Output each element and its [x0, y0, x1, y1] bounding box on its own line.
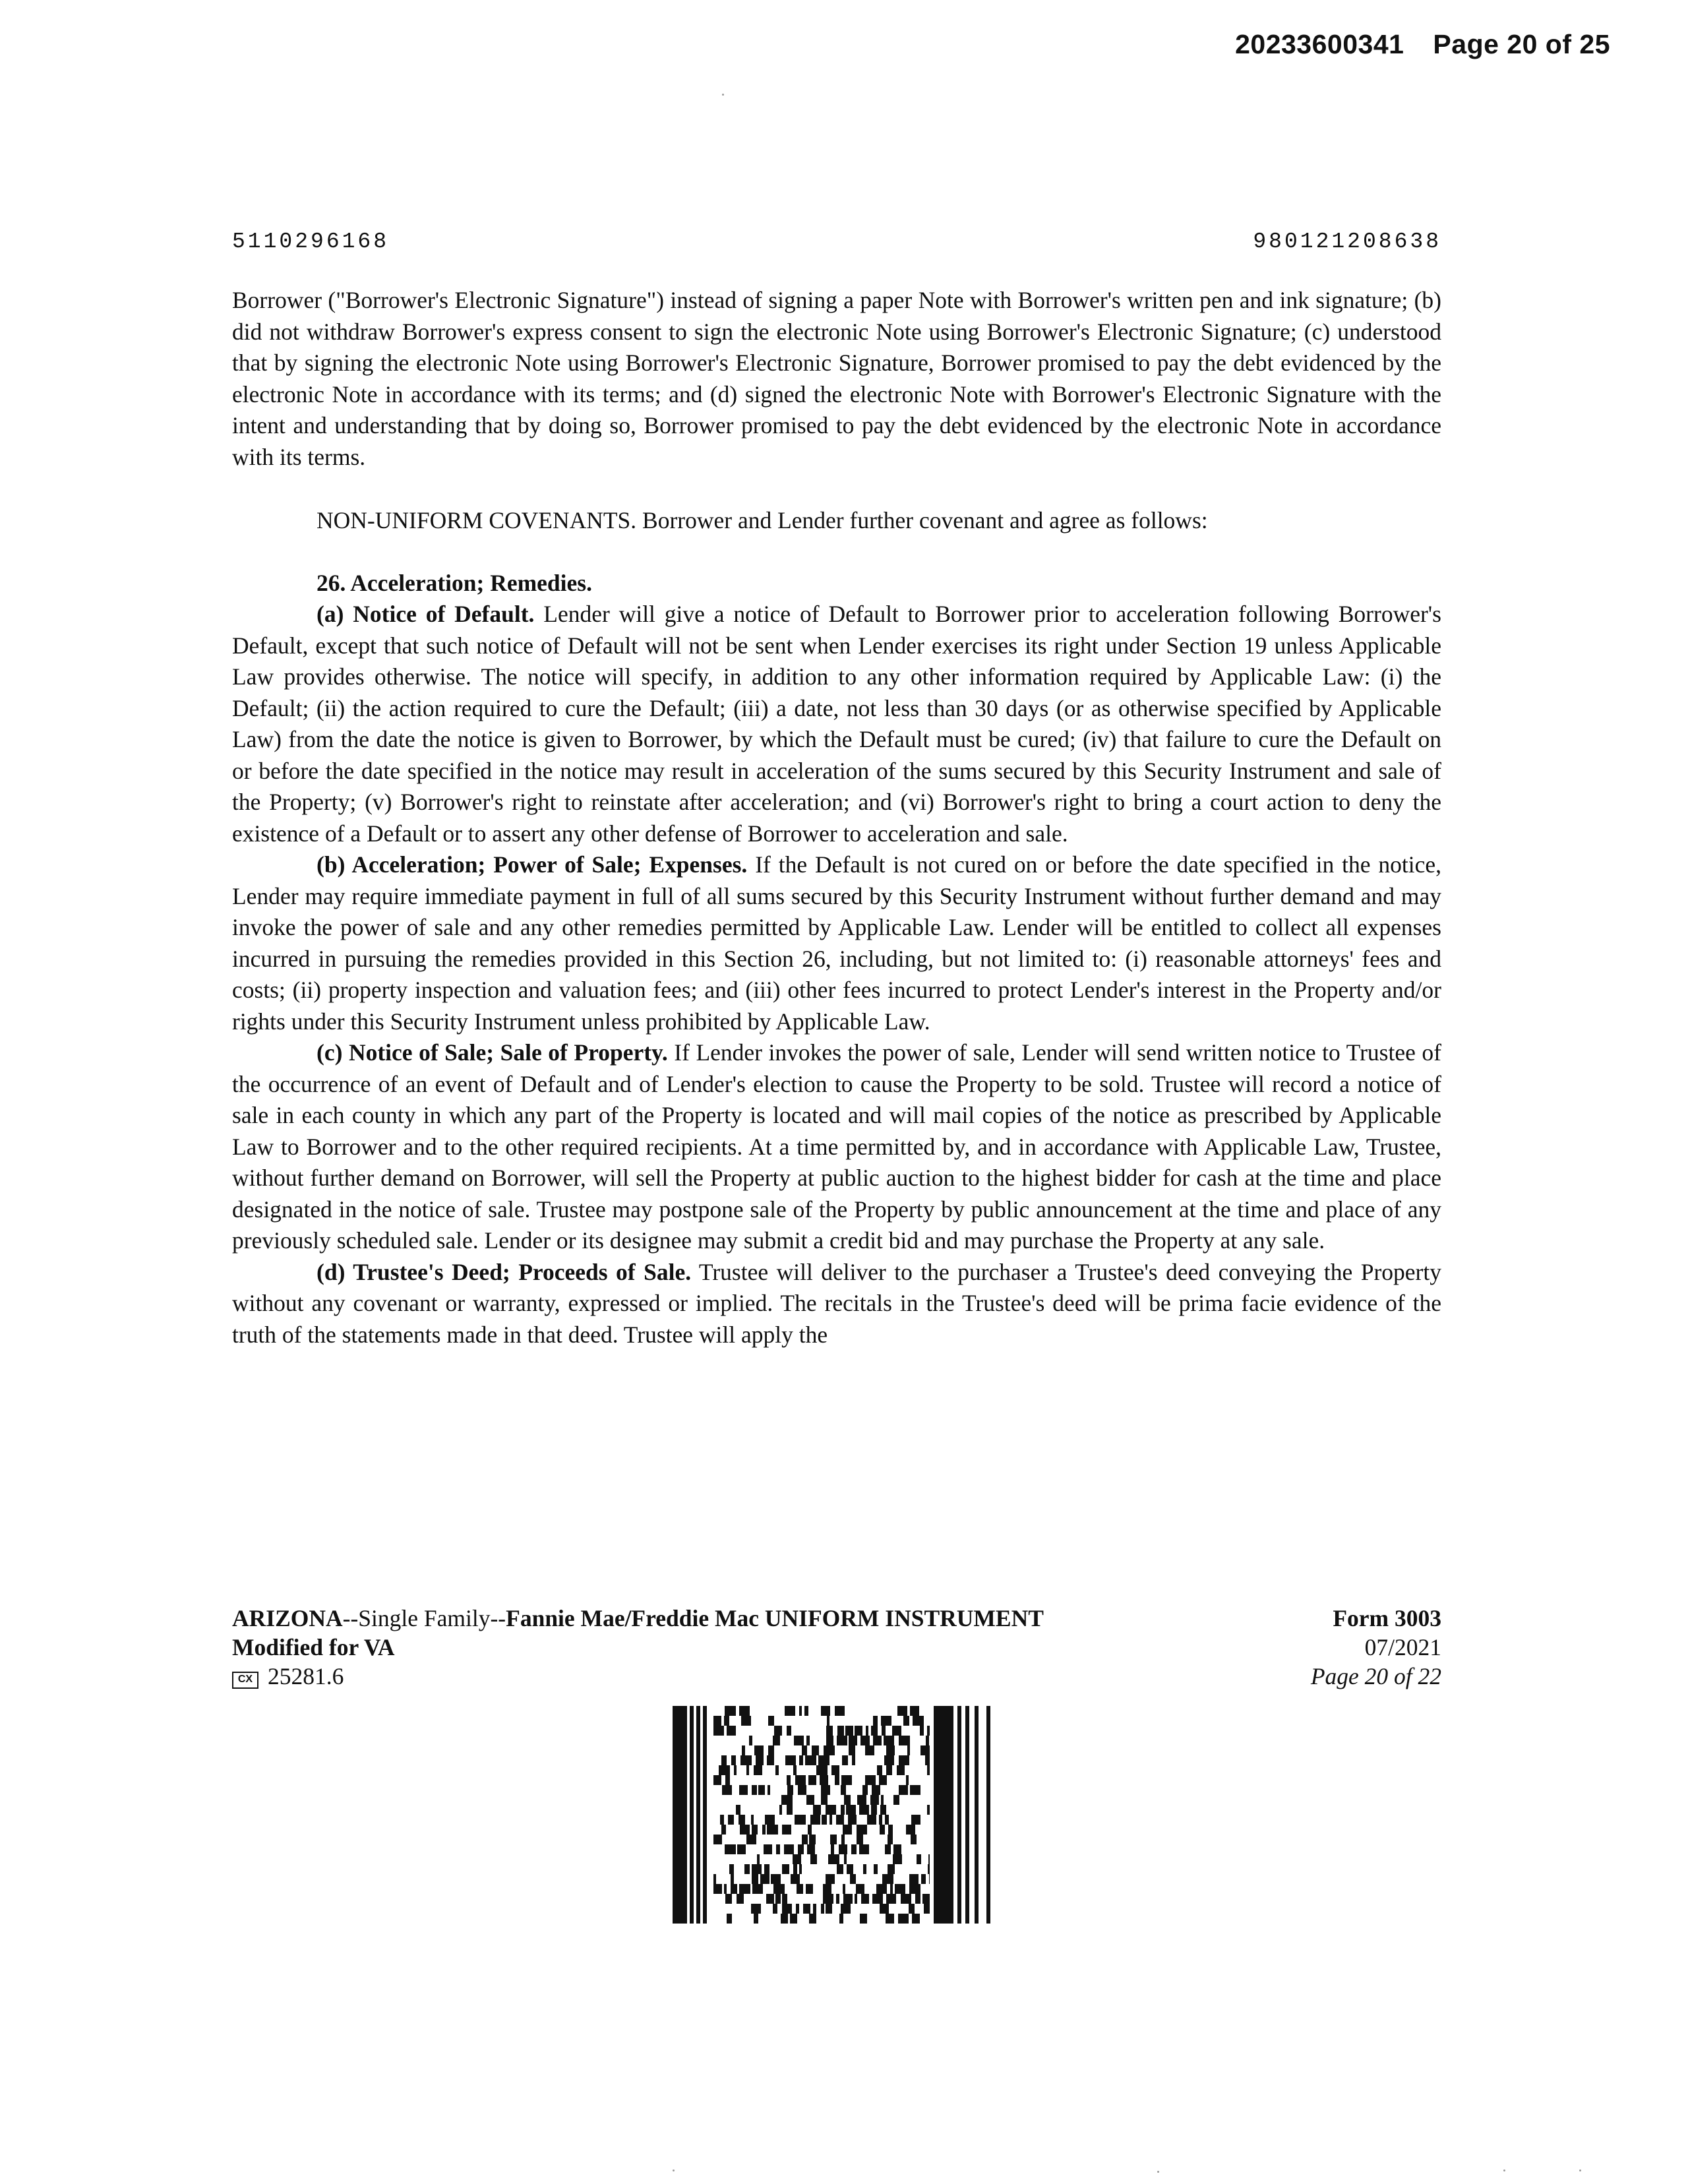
- trustees-deed-heading: (d) Trustee's Deed; Proceeds of Sale.: [316, 1258, 692, 1285]
- recording-stamp: [1235, 29, 1610, 60]
- barcode-image: [673, 1706, 996, 1924]
- paragraph-notice-of-sale: [232, 1037, 1441, 1257]
- trustees-deed-text: Trustee will deliver to the purchaser a Trustee's deed conveying the Property without any covenant or warranty, expressed or implied. The recitals in the Trustee's deed will be prima facie evidence of the truth of the statements made in that deed. Trustee will apply the: [232, 1258, 1441, 1348]
- footer-left: [232, 1604, 1044, 1691]
- paragraph-acceleration: [232, 849, 1441, 1037]
- loan-number-right: 980121208638: [1253, 229, 1441, 254]
- footer-page-of: Page 20 of 22: [1310, 1663, 1441, 1689]
- section-26-heading-text: 26. Acceleration; Remedies.: [316, 569, 592, 596]
- scan-speck: [722, 94, 724, 96]
- document-body: [232, 285, 1441, 1350]
- footer-modified: Modified for VA: [232, 1634, 395, 1660]
- notice-of-default-text: Lender will give a notice of Default to Borrower prior to acceleration following Borrower's Default, except that such notice of Default will not be sent when Lender exercises its right under Section 19 unless Applicable Law provides otherwise. The notice will specify, in addition to any other information required by Applicable Law: (i) the Default; (ii) the action required to cure the Default; (iii) a date, not less than 30 days (or as otherwise specified by Applicable Law) from the date the notice is given to Borrower, by which the Default must be cured; (iv) that failure to cure the Default on or before the date specified in the notice may result in acceleration of the sums secured by this Security Instrument and sale of the Property; (v) Borrower's right to reinstate after acceleration; and (vi) Borrower's right to bring a court action to deny the existence of a Default or to assert any other defense of Borrower to acceleration and sale.: [232, 601, 1441, 847]
- notice-of-sale-text: If Lender invokes the power of sale, Lender will send written notice to Trustee of the occurrence of an event of Default and of Lender's election to cause the Property to be sold. Trustee will record a notice of sale in each county in which any part of the Property is located and will mail copies of the notice as prescribed by Applicable Law to Borrower and to the other required recipients. At a time permitted by, and in accordance with Applicable Law, Trustee, without further demand on Borrower, will sell the Property at public auction to the highest bidder for cash at the time and place designated in the notice of sale. Trustee may postpone sale of the Property by public announcement at the time and place of any previously scheduled sale. Lender or its designee may submit a credit bid and may purchase the Property at any sale.: [232, 1039, 1441, 1254]
- footer-right: [1311, 1604, 1441, 1691]
- acceleration-text: If the Default is not cured on or before the date specified in the notice, Lender may require immediate payment in full of all sums secured by this Security Instrument without further demand and may invoke the power of sale and any other remedies permitted by Applicable Law. Lender will be entitled to collect all expenses incurred in pursuing the remedies provided in this Section 26, including, but not limited to: (i) reasonable attorneys' fees and costs; (ii) property inspection and valuation fees; and (iii) other fees incurred to protect Lender's interest in the Property and/or rights under this Security Instrument unless prohibited by Applicable Law.: [232, 851, 1441, 1035]
- scan-speck: [1579, 2169, 1581, 2171]
- paragraph-trustees-deed: [232, 1257, 1441, 1351]
- scan-speck: [1157, 2171, 1159, 2173]
- recording-page: Page 20 of 25: [1433, 29, 1610, 59]
- barcode-graphic: [673, 1706, 996, 1924]
- footer-form-number: Form 3003: [1333, 1605, 1441, 1631]
- footer-instrument: Fannie Mae/Freddie Mac UNIFORM INSTRUMENT: [506, 1605, 1044, 1631]
- form-footer: [232, 1604, 1441, 1691]
- footer-code-line: [232, 1662, 1044, 1691]
- footer-form-date: 07/2021: [1364, 1634, 1441, 1660]
- scan-speck: [1503, 2169, 1505, 2171]
- paragraph-electronic-signature: Borrower ("Borrower's Electronic Signature") instead of signing a paper Note with Borrower's written pen and ink signature; (b) did not withdraw Borrower's express consent to sign the electronic Note using Borrower's Electronic Signature; (c) understood that by signing the electronic Note using Borrower's Electronic Signature, Borrower promised to pay the debt evidenced by the electronic Note in accordance with its terms; and (d) signed the electronic Note with Borrower's Electronic Signature with the intent and understanding that by doing so, Borrower promised to pay the debt evidenced by the electronic Note in accordance with its terms.: [232, 287, 1441, 470]
- notice-of-sale-heading: (c) Notice of Sale; Sale of Property.: [316, 1039, 668, 1066]
- form-software-icon: CX: [232, 1672, 258, 1689]
- footer-modified-line: [232, 1633, 1044, 1662]
- scan-speck: [673, 2169, 675, 2171]
- notice-of-default-heading: (a) Notice of Default.: [316, 601, 535, 627]
- footer-state: ARIZONA: [232, 1605, 343, 1631]
- loan-number-row: [232, 229, 1441, 254]
- acceleration-heading: (b) Acceleration; Power of Sale; Expenses.: [316, 851, 748, 878]
- footer-separator: --Single Family--: [342, 1605, 506, 1631]
- footer-form-line: [1311, 1604, 1441, 1633]
- paragraph-notice-of-default: [232, 599, 1441, 849]
- footer-instrument-line: [232, 1604, 1044, 1633]
- footer-page-line: [1311, 1662, 1441, 1691]
- recording-number: 20233600341: [1235, 29, 1404, 59]
- loan-number-left: 5110296168: [232, 229, 390, 254]
- non-uniform-covenants: NON-UNIFORM COVENANTS. Borrower and Lender further covenant and agree as follows:: [316, 507, 1208, 533]
- section-26-heading: [232, 568, 1441, 599]
- footer-doc-code: 25281.6: [268, 1663, 344, 1689]
